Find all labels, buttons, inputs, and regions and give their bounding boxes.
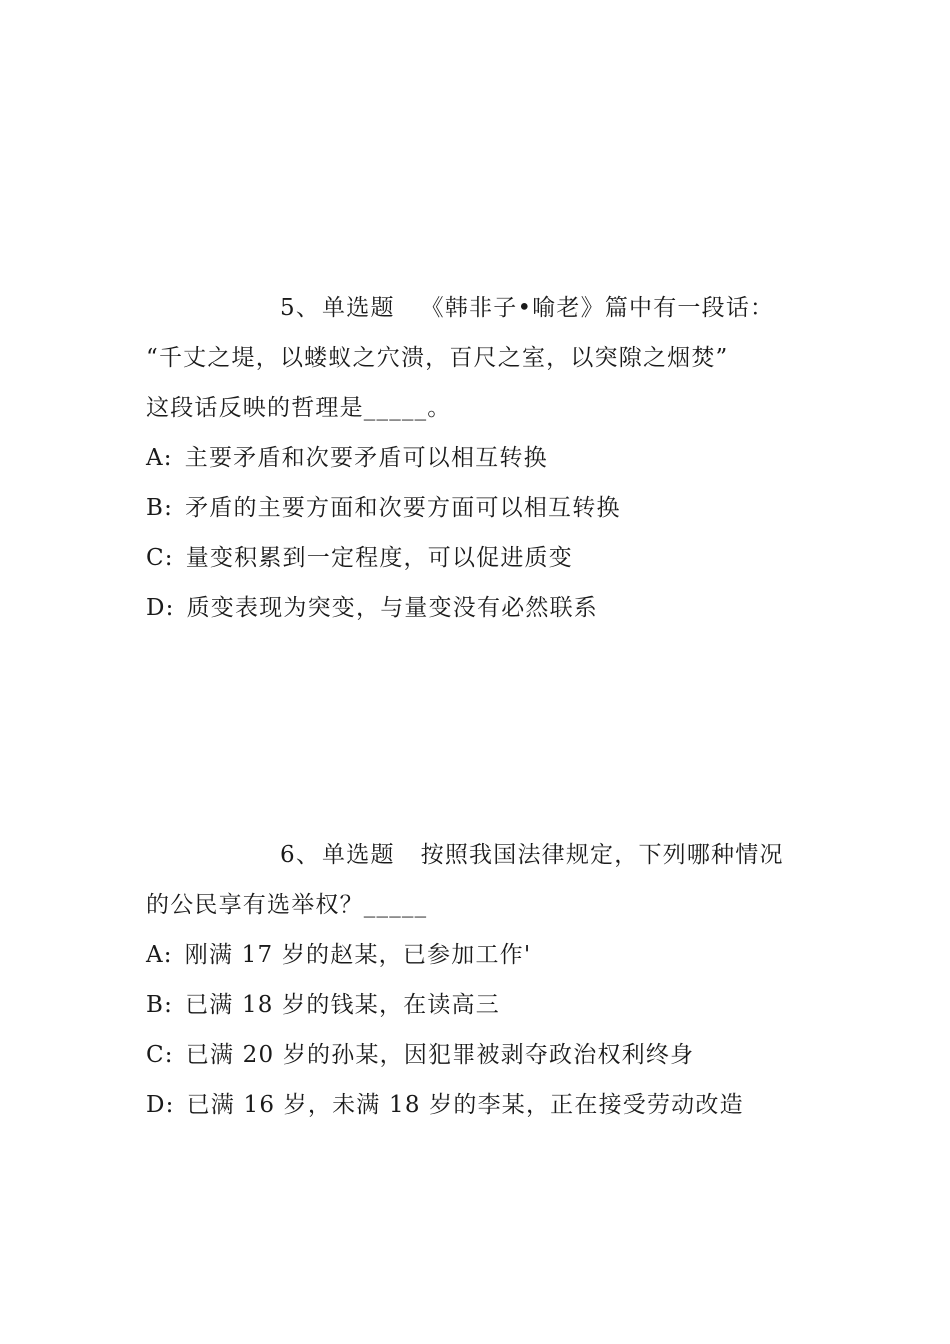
option-letter: B: xyxy=(146,992,174,1018)
question-stem-line xyxy=(146,830,810,880)
question-6 xyxy=(146,830,810,1130)
option-d xyxy=(146,583,810,633)
option-c xyxy=(146,1030,810,1080)
option-letter: A: xyxy=(146,445,173,471)
option-text: 量变积累到一定程度，可以促进质变 xyxy=(185,545,573,571)
question-5 xyxy=(146,283,810,633)
option-text: 刚满 17 岁的赵某，已参加工作' xyxy=(184,942,532,968)
question-stem-line: 的公民享有选举权？_____ xyxy=(146,892,428,918)
option-text: 已满 18 岁的钱某，在读高三 xyxy=(185,992,500,1018)
option-d xyxy=(146,1080,810,1130)
question-number: 5、 xyxy=(280,295,321,321)
option-text: 质变表现为突变，与量变没有必然联系 xyxy=(186,595,598,621)
option-letter: D: xyxy=(146,595,175,621)
option-b xyxy=(146,483,810,533)
option-a xyxy=(146,433,810,483)
question-stem-text: 《韩非子•喻老》篇中有一段话： xyxy=(420,295,775,321)
option-letter: D: xyxy=(146,1092,175,1118)
option-text: 主要矛盾和次要矛盾可以相互转换 xyxy=(184,445,548,471)
option-letter: B: xyxy=(146,495,174,521)
option-letter: C: xyxy=(146,1042,174,1068)
option-c xyxy=(146,533,810,583)
option-text: 已满 20 岁的孙某，因犯罪被剥夺政治权利终身 xyxy=(185,1042,695,1068)
option-text: 矛盾的主要方面和次要方面可以相互转换 xyxy=(185,495,621,521)
question-stem-line: 这段话反映的哲理是_____。 xyxy=(146,395,452,421)
option-text: 已满 16 岁，未满 18 岁的李某，正在接受劳动改造 xyxy=(186,1092,744,1118)
option-letter: A: xyxy=(146,942,173,968)
question-type: 单选题 xyxy=(322,842,395,868)
question-number: 6、 xyxy=(280,842,321,868)
option-a xyxy=(146,930,810,980)
question-type: 单选题 xyxy=(322,295,395,321)
question-stem-line: “千丈之堤，以蝼蚁之穴溃，百尺之室，以突隙之烟焚” xyxy=(146,345,729,371)
option-letter: C: xyxy=(146,545,174,571)
question-stem-text: 按照我国法律规定，下列哪种情况 xyxy=(420,842,784,868)
question-stem-line xyxy=(146,283,810,333)
option-b xyxy=(146,980,810,1030)
